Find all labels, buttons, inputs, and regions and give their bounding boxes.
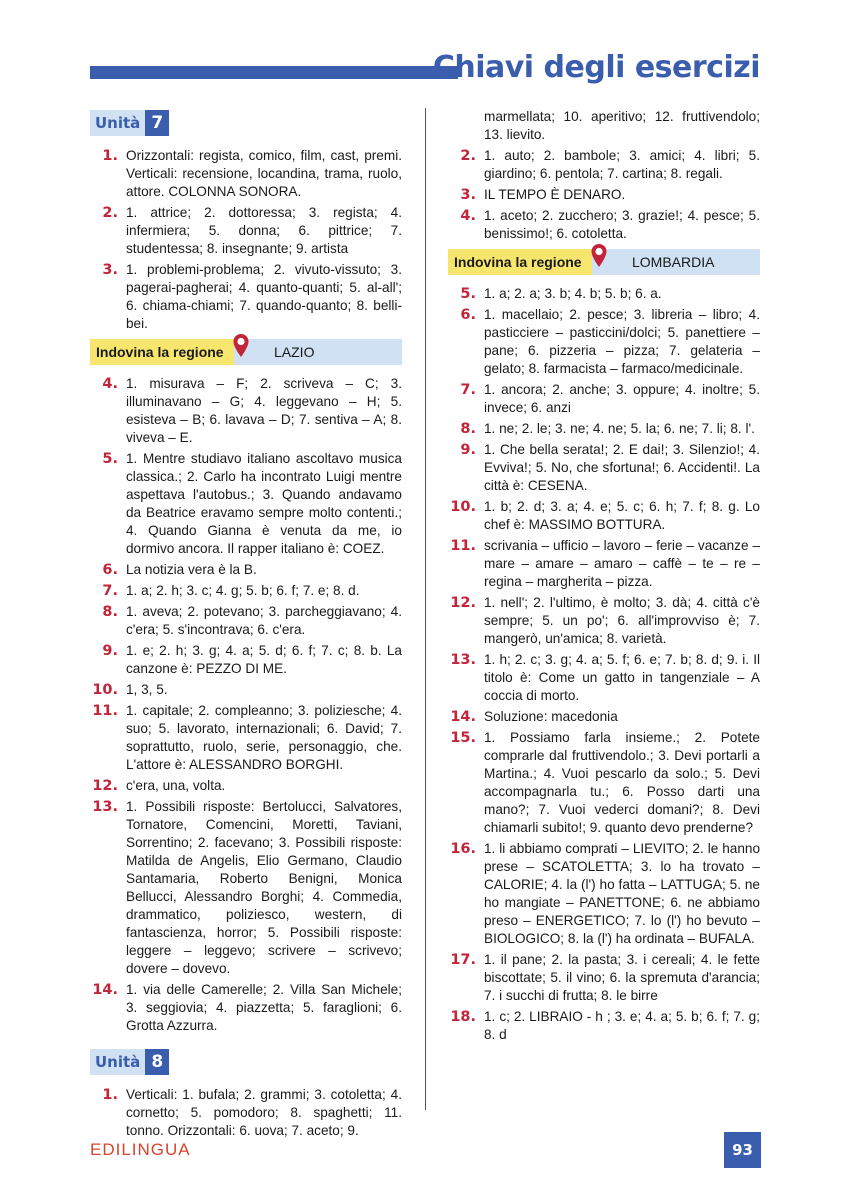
- unit-7-header: [90, 110, 402, 136]
- map-pin-icon: [590, 243, 608, 269]
- unit-number: 7: [145, 110, 169, 136]
- exercise-number: 3.: [102, 262, 118, 278]
- exercise-item: [448, 729, 760, 837]
- exercise-item: [448, 594, 760, 648]
- exercise-item: [90, 1086, 402, 1140]
- exercise-answer: 1. e; 2. h; 3. g; 4. a; 5. d; 6. f; 7. c; 8. b. La canzone è: PEZZO DI ME.: [126, 643, 402, 676]
- exercise-number: 5.: [102, 451, 118, 467]
- exercise-item: [448, 147, 760, 183]
- exercise-item: [90, 582, 402, 600]
- region-label: Indovina la regione: [448, 249, 592, 275]
- exercise-number: 17.: [450, 952, 476, 968]
- exercise-item: [448, 207, 760, 243]
- exercise-number: 6.: [102, 562, 118, 578]
- exercise-number: 1.: [102, 1087, 118, 1103]
- exercise-list-lazio: [90, 375, 402, 1035]
- publisher-logo: EDILINGUA: [90, 1140, 191, 1159]
- exercise-answer: 1. Mentre studiavo italiano ascoltavo musica classica.; 2. Carlo ha incontrato Luigi mentre aspettava l'autobus.; 3. Quando andavamo da Beatrice eravamo sempre molto contenti.; 4. Quando Gianna è venuta da me, io dormivo ancora. Il rapper italiano è: COEZ.: [126, 451, 402, 556]
- exercise-answer: 1. macellaio; 2. pesce; 3. libreria – libro; 4. pasticciere – pasticcini/dolci; 5. panettiere – pane; 6. pizzeria – pizza; 7. gelateria – gelato; 8. farmacista – farmaco/medicinale.: [484, 307, 760, 376]
- exercise-item: [90, 642, 402, 678]
- exercise-item: [90, 603, 402, 639]
- exercise-answer: 1. aveva; 2. potevano; 3. parcheggiavano; 4. c'era; 5. s'incontrava; 6. c'era.: [126, 604, 402, 637]
- exercise-item: [90, 261, 402, 333]
- exercise-number: 16.: [450, 841, 476, 857]
- exercise-answer: 1. li abbiamo comprati – LIEVITO; 2. le hanno prese – SCATOLETTA; 3. lo ha trovato – CALORIE; 4. la (l') ho fatta – LATTUGA; 5. ne ho mangiate – PANETTONE; 6. ne abbiamo preso – ENERGETICO; 7. lo (l') ho bevuto – BIOLOGICO; 8. la (l') ha ordinata – BUFALA.: [484, 841, 760, 946]
- exercise-answer: 1. c; 2. LIBRAIO - h ; 3. e; 4. a; 5. b; 6. f; 7. g; 8. d: [484, 1009, 760, 1042]
- exercise-number: 15.: [450, 730, 476, 746]
- exercise-answer: scrivania – ufficio – lavoro – ferie – vacanze – mare – amare – amaro – caffè – te – re – regina – margherita – pizza.: [484, 538, 760, 589]
- exercise-answer: Soluzione: macedonia: [484, 709, 618, 724]
- region-name: LAZIO: [234, 339, 402, 365]
- exercise-number: 13.: [450, 652, 476, 668]
- exercise-answer: c'era, una, volta.: [126, 778, 226, 793]
- exercise-item: [90, 777, 402, 795]
- exercise-number: 2.: [102, 205, 118, 221]
- exercise-number: 12.: [92, 778, 118, 794]
- exercise-answer: 1. capitale; 2. compleanno; 3. poliziesche; 4. suo; 5. lavorato, internazionali; 6. David; 7. soprattutto, ruolo, serie, personaggio, che. L'attore è: ALESSANDRO BORGHI.: [126, 703, 402, 772]
- page-title: Chiavi degli esercizi: [432, 50, 760, 85]
- exercise-item: [90, 561, 402, 579]
- region-lombardia-banner: [448, 249, 760, 275]
- exercise-number: 6.: [460, 307, 476, 323]
- exercise-item: [448, 381, 760, 417]
- exercise-number: 11.: [450, 538, 476, 554]
- exercise-answer: 1. a; 2. a; 3. b; 4. b; 5. b; 6. a.: [484, 286, 662, 301]
- region-label: Indovina la regione: [90, 339, 234, 365]
- exercise-answer: La notizia vera è la B.: [126, 562, 257, 577]
- exercise-number: 10.: [92, 682, 118, 698]
- exercise-number: 18.: [450, 1009, 476, 1025]
- exercise-answer: marmellata; 10. aperitivo; 12. fruttivendolo; 13. lievito.: [484, 109, 760, 142]
- region-lazio-banner: [90, 339, 402, 365]
- exercise-number: 13.: [92, 799, 118, 815]
- exercise-answer: 1. h; 2. c; 3. g; 4. a; 5. f; 6. e; 7. b; 8. d; 9. i. Il titolo è: Come un gatto in tangenziale – A coccia di morto.: [484, 652, 760, 703]
- exercise-number: 3.: [460, 187, 476, 203]
- exercise-number: 8.: [102, 604, 118, 620]
- exercise-item: [448, 306, 760, 378]
- exercise-number: 14.: [92, 982, 118, 998]
- exercise-answer: 1. Possibili risposte: Bertolucci, Salvatores, Tornatore, Comencini, Moretti, Taviani, Sorrentino; 2. facevano; 3. Possibili risposte: Matilda de Angelis, Elio Germano, Claudio Santamaria, Roberto Benigni, Monica Bellucci, Alessandro Borghi; 4. Commedia, drammatico, poliziesco, western, di fantascienza, horror; 5. Possibili risposte: leggere – leggevo; scrivere – scrivevo; dovere – dovevo.: [126, 799, 402, 976]
- column-divider: [425, 108, 426, 1110]
- exercise-answer: 1. Che bella serata!; 2. E dai!; 3. Silenzio!; 4. Evviva!; 5. No, che sfortuna!; 6. Accidenti!. La città è: CESENA.: [484, 442, 760, 493]
- exercise-number: 10.: [450, 499, 476, 515]
- exercise-item: [90, 450, 402, 558]
- exercise-number: 9.: [102, 643, 118, 659]
- exercise-answer: 1. b; 2. d; 3. a; 4. e; 5. c; 6. h; 7. f; 8. g. Lo chef è: MASSIMO BOTTURA.: [484, 499, 760, 532]
- exercise-number: 5.: [460, 286, 476, 302]
- exercise-item: [448, 1008, 760, 1044]
- exercise-item: [90, 798, 402, 978]
- exercise-answer: 1. ne; 2. le; 3. ne; 4. ne; 5. la; 6. ne; 7. li; 8. l'.: [484, 421, 755, 436]
- exercise-answer: 1. aceto; 2. zucchero; 3. grazie!; 4. pesce; 5. benissimo!; 6. cotoletta.: [484, 208, 760, 241]
- exercise-item: [90, 681, 402, 699]
- exercise-number: 1.: [102, 148, 118, 164]
- exercise-item: [90, 702, 402, 774]
- exercise-item: [448, 108, 760, 144]
- exercise-number: 11.: [92, 703, 118, 719]
- exercise-answer: 1, 3, 5.: [126, 682, 168, 697]
- exercise-item: [448, 708, 760, 726]
- exercise-answer: 1. ancora; 2. anche; 3. oppure; 4. inoltre; 5. invece; 6. anzi: [484, 382, 760, 415]
- unit-number: 8: [145, 1049, 169, 1075]
- exercise-item: [448, 420, 760, 438]
- exercise-item: [90, 147, 402, 201]
- exercise-number: 2.: [460, 148, 476, 164]
- exercise-answer: 1. auto; 2. bambole; 3. amici; 4. libri; 5. giardino; 6. pentola; 7. cartina; 8. regali.: [484, 148, 760, 181]
- exercise-answer: 1. misurava – F; 2. scriveva – C; 3. illuminavano – G; 4. leggevano – H; 5. esisteva – B; 6. lavava – D; 7. sentiva – A; 8. viveva – E.: [126, 376, 402, 445]
- exercise-number: 12.: [450, 595, 476, 611]
- exercise-number: 8.: [460, 421, 476, 437]
- exercise-answer: 1. a; 2. h; 3. c; 4. g; 5. b; 6. f; 7. e; 8. d.: [126, 583, 360, 598]
- exercise-item: [448, 285, 760, 303]
- exercise-item: [448, 441, 760, 495]
- exercise-number: 4.: [460, 208, 476, 224]
- exercise-item: [90, 204, 402, 258]
- exercise-answer: Verticali: 1. bufala; 2. grammi; 3. cotoletta; 4. cornetto; 5. pomodoro; 8. spaghetti; 11. tonno. Orizzontali: 6. uova; 7. aceto; 9.: [126, 1087, 402, 1138]
- exercise-item: [448, 498, 760, 534]
- region-name: LOMBARDIA: [592, 249, 760, 275]
- exercise-item: [448, 186, 760, 204]
- header-bar: [90, 66, 458, 79]
- exercise-answer: 1. Possiamo farla insieme.; 2. Potete comprarle dal fruttivendolo.; 3. Devi portarli a Martina.; 4. Vuoi pescarlo da solo.; 5. Devi accompagnarla tu.; 6. Posso darti una mano?; 7. Vuoi vederci domani?; 8. Devi chiamarli subito!; 9. quanto devo prenderne?: [484, 730, 760, 835]
- page-number: 93: [724, 1132, 761, 1168]
- map-pin-icon: [232, 333, 250, 359]
- left-column: [90, 108, 402, 1143]
- exercise-answer: 1. nell'; 2. l'ultimo, è molto; 3. dà; 4. città c'è sempre; 5. un po'; 6. all'improvviso è; 7. mangerò, un'amica; 8. varietà.: [484, 595, 760, 646]
- unit-8-header: [90, 1049, 402, 1075]
- exercise-answer: 1. il pane; 2. la pasta; 3. i cereali; 4. le fette biscottate; 5. il vino; 6. la spremuta d'arancia; 7. i succhi di frutta; 8. le birre: [484, 952, 760, 1003]
- unit-label: Unità: [90, 110, 145, 136]
- exercise-item: [448, 537, 760, 591]
- exercise-list-unit-7: [90, 147, 402, 333]
- right-column: [448, 108, 760, 1047]
- exercise-list-lombardia: [448, 285, 760, 1044]
- exercise-item: [90, 375, 402, 447]
- exercise-answer: Orizzontali: regista, comico, film, cast, premi. Verticali: recensione, locandina, trama, ruolo, attore. COLONNA SONORA.: [126, 148, 402, 199]
- exercise-number: 7.: [460, 382, 476, 398]
- exercise-item: [448, 840, 760, 948]
- exercise-answer: 1. problemi-problema; 2. vivuto-vissuto; 3. pagerai-pagherai; 4. quanto-quanti; 5. al-all'; 6. chiama-chiami; 7. quando-quanto; 8. belli-bei.: [126, 262, 402, 331]
- exercise-answer: 1. attrice; 2. dottoressa; 3. regista; 4. infermiera; 5. donna; 6. pittrice; 7. studentessa; 8. insegnante; 9. artista: [126, 205, 402, 256]
- unit-label: Unità: [90, 1049, 145, 1075]
- exercise-list-unit-8: [90, 1086, 402, 1140]
- exercise-number: 9.: [460, 442, 476, 458]
- exercise-number: 14.: [450, 709, 476, 725]
- exercise-item: [448, 651, 760, 705]
- exercise-number: 7.: [102, 583, 118, 599]
- exercise-item: [90, 981, 402, 1035]
- exercise-answer: IL TEMPO È DENARO.: [484, 187, 626, 202]
- exercise-item: [448, 951, 760, 1005]
- exercise-list-unit-8-continued: [448, 108, 760, 243]
- exercise-answer: 1. via delle Camerelle; 2. Villa San Michele; 3. seggiovia; 4. piazzetta; 5. faraglioni; 6. Grotta Azzurra.: [126, 982, 402, 1033]
- exercise-number: 4.: [102, 376, 118, 392]
